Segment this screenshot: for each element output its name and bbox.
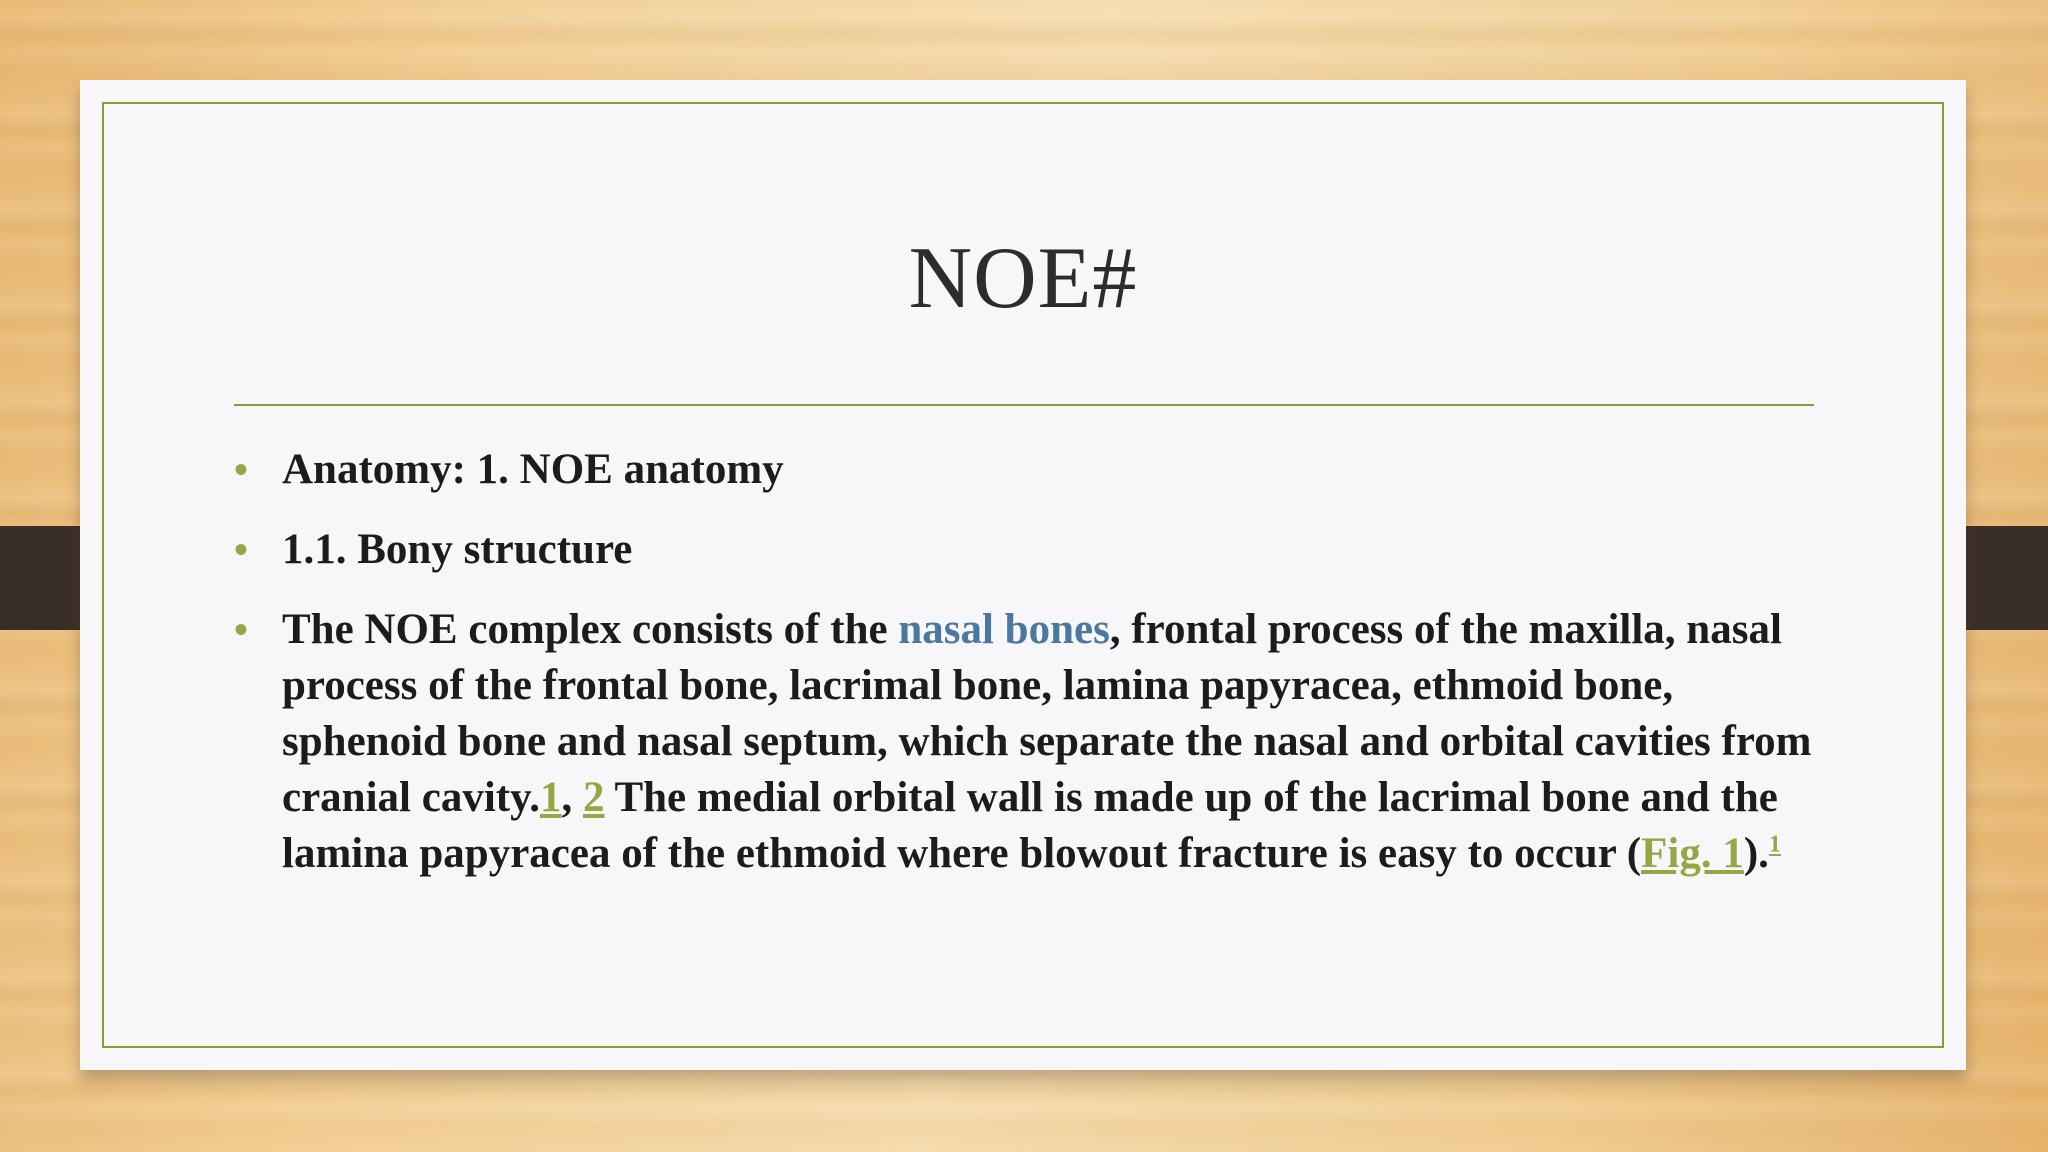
reference-link-1[interactable]: 1 [539, 774, 562, 821]
reference-link-2[interactable]: 2 [582, 774, 605, 821]
bullet-icon: • [234, 607, 249, 652]
bullet-icon: • [234, 527, 249, 572]
bullet-text: Anatomy: 1. NOE anatomy [282, 446, 784, 493]
superscript-reference-link[interactable]: 1 [1768, 831, 1781, 858]
bullet-text-part: The NOE complex consists of the [282, 606, 899, 653]
bullet-text-part: The medial orbital wall is made up of the lacrimal bone and the lamina papyracea of the ethmoid where blowout fracture is easy to occur ( [282, 774, 1778, 877]
reference-separator: , [561, 774, 583, 821]
bullet-text-part: ). [1743, 830, 1769, 877]
bullet-icon: • [234, 447, 249, 492]
bullet-list [234, 442, 1834, 906]
slide-title: NOE# [908, 230, 1138, 327]
bullet-item-anatomy [234, 442, 1834, 498]
nasal-bones-link[interactable]: nasal bones [898, 606, 1110, 653]
bullet-text: 1.1. Bony structure [282, 526, 633, 573]
bullet-text-part: , frontal process of the maxilla, nasal process of the frontal bone, lacrimal bone, lamina papyracea, ethmoid bone, sphenoid bone and nasal septum, which separate the nasal and orbital cavities from cranial cavity. [282, 606, 1812, 821]
title-divider [234, 404, 1814, 406]
bullet-item-bony-structure [234, 522, 1834, 578]
figure-link[interactable]: Fig. 1 [1641, 830, 1744, 877]
bullet-item-noe-complex [234, 602, 1834, 882]
slide [80, 80, 1966, 1070]
